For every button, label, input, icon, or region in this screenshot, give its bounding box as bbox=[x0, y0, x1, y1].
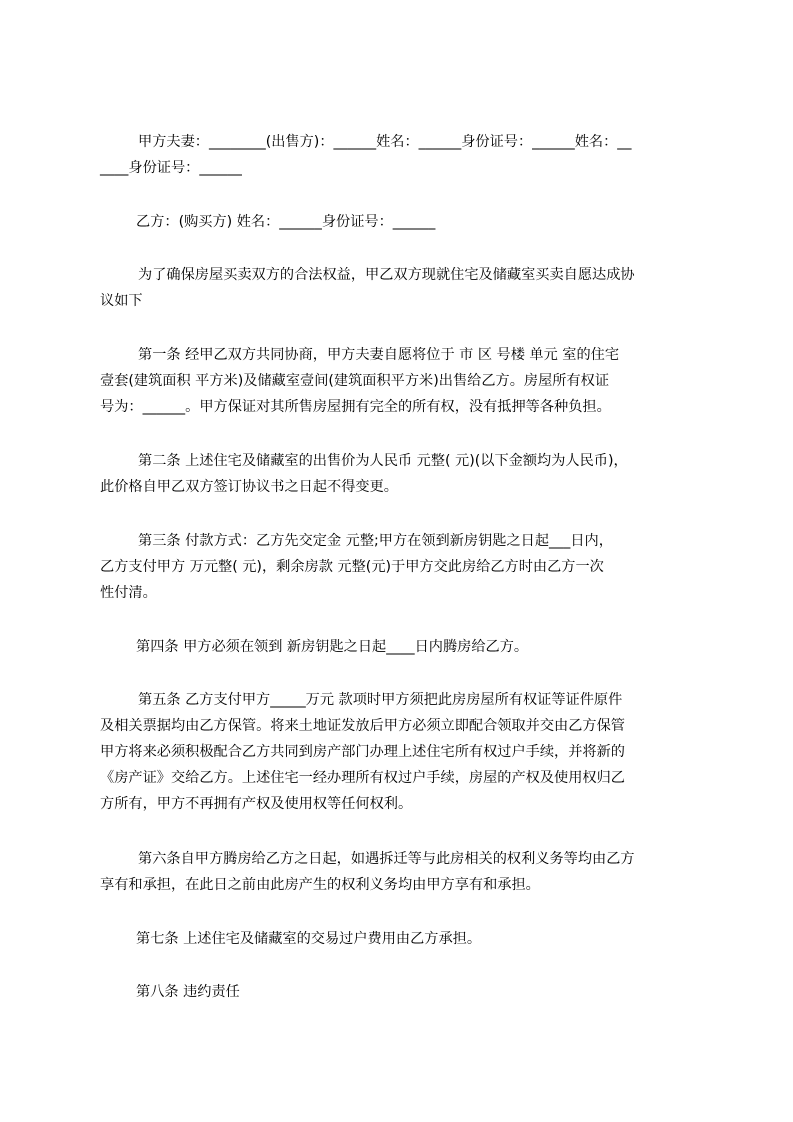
text-line: 甲方夫妻：________(出售方)：______姓名：______身份证号：______姓名：__ bbox=[138, 134, 632, 150]
text-line: 第二条 上述住宅及储藏室的出售价为人民币 元整( 元)(以下金额均为人民币)， bbox=[138, 453, 628, 469]
paragraph-article-3 bbox=[100, 528, 700, 606]
text-line: 壹套(建筑面积 平方米)及储藏室壹间(建筑面积平方米)出售给乙方。房屋所有权证 bbox=[100, 373, 610, 389]
paragraph-article-5 bbox=[100, 687, 700, 817]
text-line: 乙方：(购买方) 姓名：______身份证号：______ bbox=[136, 214, 436, 230]
text-line: 乙方支付甲方 万元整( 元)，剩余房款 元整(元)于甲方交此房给乙方时由乙方一次 bbox=[100, 559, 604, 575]
text-line: 性付清。 bbox=[100, 585, 157, 601]
text-line: 第三条 付款方式：乙方先交定金 元整;甲方在领到新房钥匙之日起___日内， bbox=[138, 533, 613, 549]
paragraph-article-6 bbox=[100, 846, 700, 898]
text-line: 第四条 甲方必须在领到 新房钥匙之日起____日内腾房给乙方。 bbox=[136, 639, 529, 655]
text-line: 第一条 经甲乙双方共同协商，甲方夫妻自愿将位于 市 区 号楼 单元 室的住宅 bbox=[138, 347, 620, 363]
paragraph-party-a bbox=[100, 129, 700, 181]
text-line: 方所有，甲方不再拥有产权及使用权等任何权利。 bbox=[100, 796, 413, 812]
text-line: 《房产证》交给乙方。上述住宅一经办理所有权过户手续，房屋的产权及使用权归乙 bbox=[100, 770, 625, 786]
text-line: 为了确保房屋买卖双方的合法权益，甲乙双方现就住宅及储藏室买卖自愿达成协 bbox=[138, 267, 635, 283]
paragraph-article-1 bbox=[100, 342, 700, 420]
text-line: 及相关票据均由乙方保管。将来土地证发放后甲方必须立即配合领取并交由乙方保管 bbox=[100, 718, 625, 734]
text-line: 第六条自甲方腾房给乙方之日起，如遇拆迁等与此房相关的权利义务等均由乙方 bbox=[138, 851, 635, 867]
text-line: 议如下 bbox=[100, 293, 143, 309]
paragraph-article-4 bbox=[100, 634, 700, 660]
text-line: 第八条 违约责任 bbox=[136, 984, 240, 1000]
text-line: 甲方将来必须积极配合乙方共同到房产部门办理上述住宅所有权过户手续，并将新的 bbox=[100, 744, 625, 760]
text-line: 享有和承担，在此日之前由此房产生的权利义务均由甲方享有和承担。 bbox=[100, 877, 540, 893]
paragraph-party-b bbox=[100, 209, 700, 235]
text-line: ____身份证号：______ bbox=[100, 160, 242, 176]
paragraph-preamble bbox=[100, 262, 700, 314]
text-line: 号为：______。甲方保证对其所售房屋拥有完全的所有权，没有抵押等各种负担。 bbox=[100, 399, 611, 415]
paragraph-article-8 bbox=[100, 979, 700, 1005]
text-line: 第五条 乙方支付甲方_____万元 款项时甲方须把此房房屋所有权证等证件原件 bbox=[138, 692, 623, 708]
paragraph-article-2 bbox=[100, 448, 700, 500]
text-line: 第七条 上述住宅及储藏室的交易过户费用由乙方承担。 bbox=[136, 931, 482, 947]
text-line: 此价格自甲乙双方签订协议书之日起不得变更。 bbox=[100, 479, 398, 495]
paragraph-article-7 bbox=[100, 926, 700, 952]
